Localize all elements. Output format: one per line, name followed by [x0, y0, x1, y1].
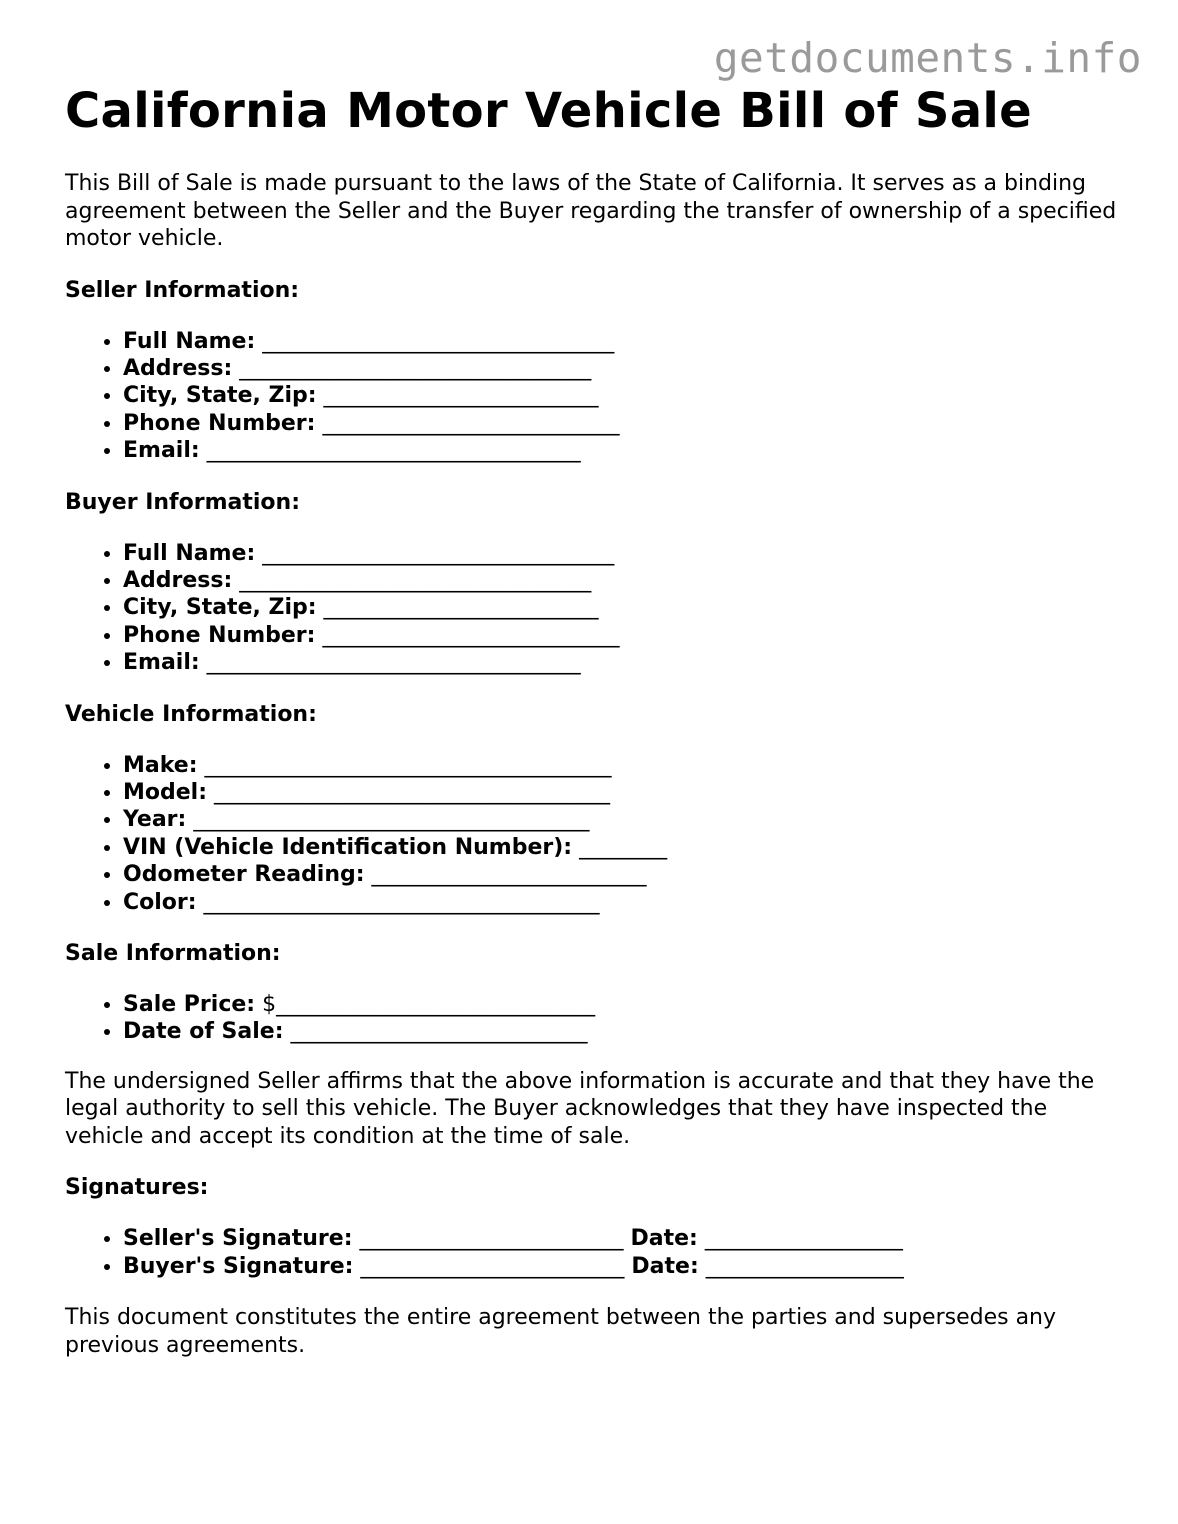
blank-line: _________________________ [364, 862, 647, 888]
blank-line: ___________________________ [283, 1019, 588, 1045]
field-label: City, State, Zip: [123, 383, 317, 409]
field-label: Sale Price: [123, 992, 256, 1017]
field-label: Email: [123, 650, 200, 676]
vehicle-year-field [123, 806, 1125, 833]
field-label: Email: [123, 438, 200, 464]
blank-line: ___________________________ [315, 410, 620, 436]
vehicle-model-field [123, 779, 1125, 806]
sale-section-heading: Sale Information: [65, 941, 281, 966]
field-label: Full Name: [123, 540, 256, 566]
affirmation-paragraph: The undersigned Seller affirms that the above information is accurate and that they have the legal authority to sell this vehicle. The Buyer acknowledges that they have inspected the vehicle and accept its condition at the time of sale. [65, 1068, 1095, 1149]
document-page [65, 82, 1125, 1359]
field-label: Model: [123, 779, 208, 805]
blank-line: __________________________________ [199, 650, 581, 676]
field-label: Make: [123, 752, 198, 778]
blank-line: ____________________________________ [207, 779, 611, 805]
blank-line: ________________________________ [255, 328, 615, 354]
intro-paragraph: This Bill of Sale is made pursuant to the laws of the State of California. It serves as a binding agreement between the Seller and the Buyer regarding the transfer of ownership of a specified motor vehicle. [65, 171, 1117, 251]
buyer-address-field [123, 567, 1125, 594]
field-label: City, State, Zip: [123, 595, 317, 621]
date-label: Date: [631, 1253, 699, 1279]
signatures-section-heading: Signatures: [65, 1175, 209, 1201]
date-blank-line: __________________ [698, 1253, 904, 1279]
vehicle-color-field [123, 889, 1125, 916]
blank-line: ________ [572, 834, 668, 860]
blank-line: ________________________________ [255, 540, 615, 566]
buyer-phone-field [123, 622, 1125, 649]
buyer-signature-field [123, 1253, 1125, 1280]
buyer-full-name-field [123, 540, 1125, 567]
blank-line: _________________________ [316, 595, 599, 621]
blank-line: ________________________________ [232, 567, 592, 593]
blank-line: __________________________________ [199, 438, 581, 464]
watermark: getdocuments.info [713, 34, 1142, 82]
buyer-field-list [65, 540, 1125, 677]
seller-field-list [65, 328, 1125, 465]
blank-line: ________________________ [352, 1226, 631, 1252]
field-label: Phone Number: [123, 410, 316, 436]
vehicle-field-list [65, 752, 1125, 916]
field-label: Year: [123, 807, 187, 833]
field-label: VIN (Vehicle Identification Number): [123, 834, 573, 860]
sale-field-list [65, 991, 1125, 1046]
field-label: Date of Sale: [123, 1019, 284, 1045]
blank-line: ________________________________ [232, 355, 592, 381]
buyer-city-state-zip-field [123, 594, 1125, 621]
blank-line: _____________________________________ [197, 752, 612, 778]
blank-line: ________________________ [353, 1253, 632, 1279]
field-label: Full Name: [123, 328, 256, 354]
blank-line: ____________________________________ [186, 807, 590, 833]
blank-line: $_____________________________ [255, 992, 596, 1017]
sale-price-field [123, 991, 1125, 1018]
seller-full-name-field [123, 328, 1125, 355]
date-label: Date: [630, 1226, 698, 1252]
blank-line: ____________________________________ [196, 889, 600, 915]
seller-email-field [123, 437, 1125, 464]
field-label: Address: [123, 567, 233, 593]
field-label: Buyer's Signature: [123, 1253, 354, 1279]
seller-signature-field [123, 1225, 1125, 1252]
field-label: Phone Number: [123, 622, 316, 648]
vehicle-section-heading: Vehicle Information: [65, 701, 317, 727]
field-label: Address: [123, 355, 233, 381]
field-label: Odometer Reading: [123, 862, 365, 888]
field-label: Color: [123, 889, 197, 915]
blank-line: _________________________ [316, 383, 599, 409]
seller-address-field [123, 355, 1125, 382]
sale-date-field [123, 1018, 1125, 1045]
buyer-email-field [123, 649, 1125, 676]
seller-section-heading: Seller Information: [65, 277, 300, 303]
vehicle-vin-field [123, 834, 1125, 861]
signature-field-list [65, 1225, 1125, 1280]
date-blank-line: __________________ [697, 1226, 903, 1252]
closing-paragraph: This document constitutes the entire agreement between the parties and supersedes any previous agreements. [65, 1305, 1057, 1358]
vehicle-odometer-field [123, 861, 1125, 888]
field-label: Seller's Signature: [123, 1226, 353, 1252]
page-title: California Motor Vehicle Bill of Sale [65, 83, 1032, 139]
seller-phone-field [123, 410, 1125, 437]
blank-line: ___________________________ [315, 622, 620, 648]
vehicle-make-field [123, 752, 1125, 779]
buyer-section-heading: Buyer Information: [65, 489, 300, 515]
seller-city-state-zip-field [123, 382, 1125, 409]
